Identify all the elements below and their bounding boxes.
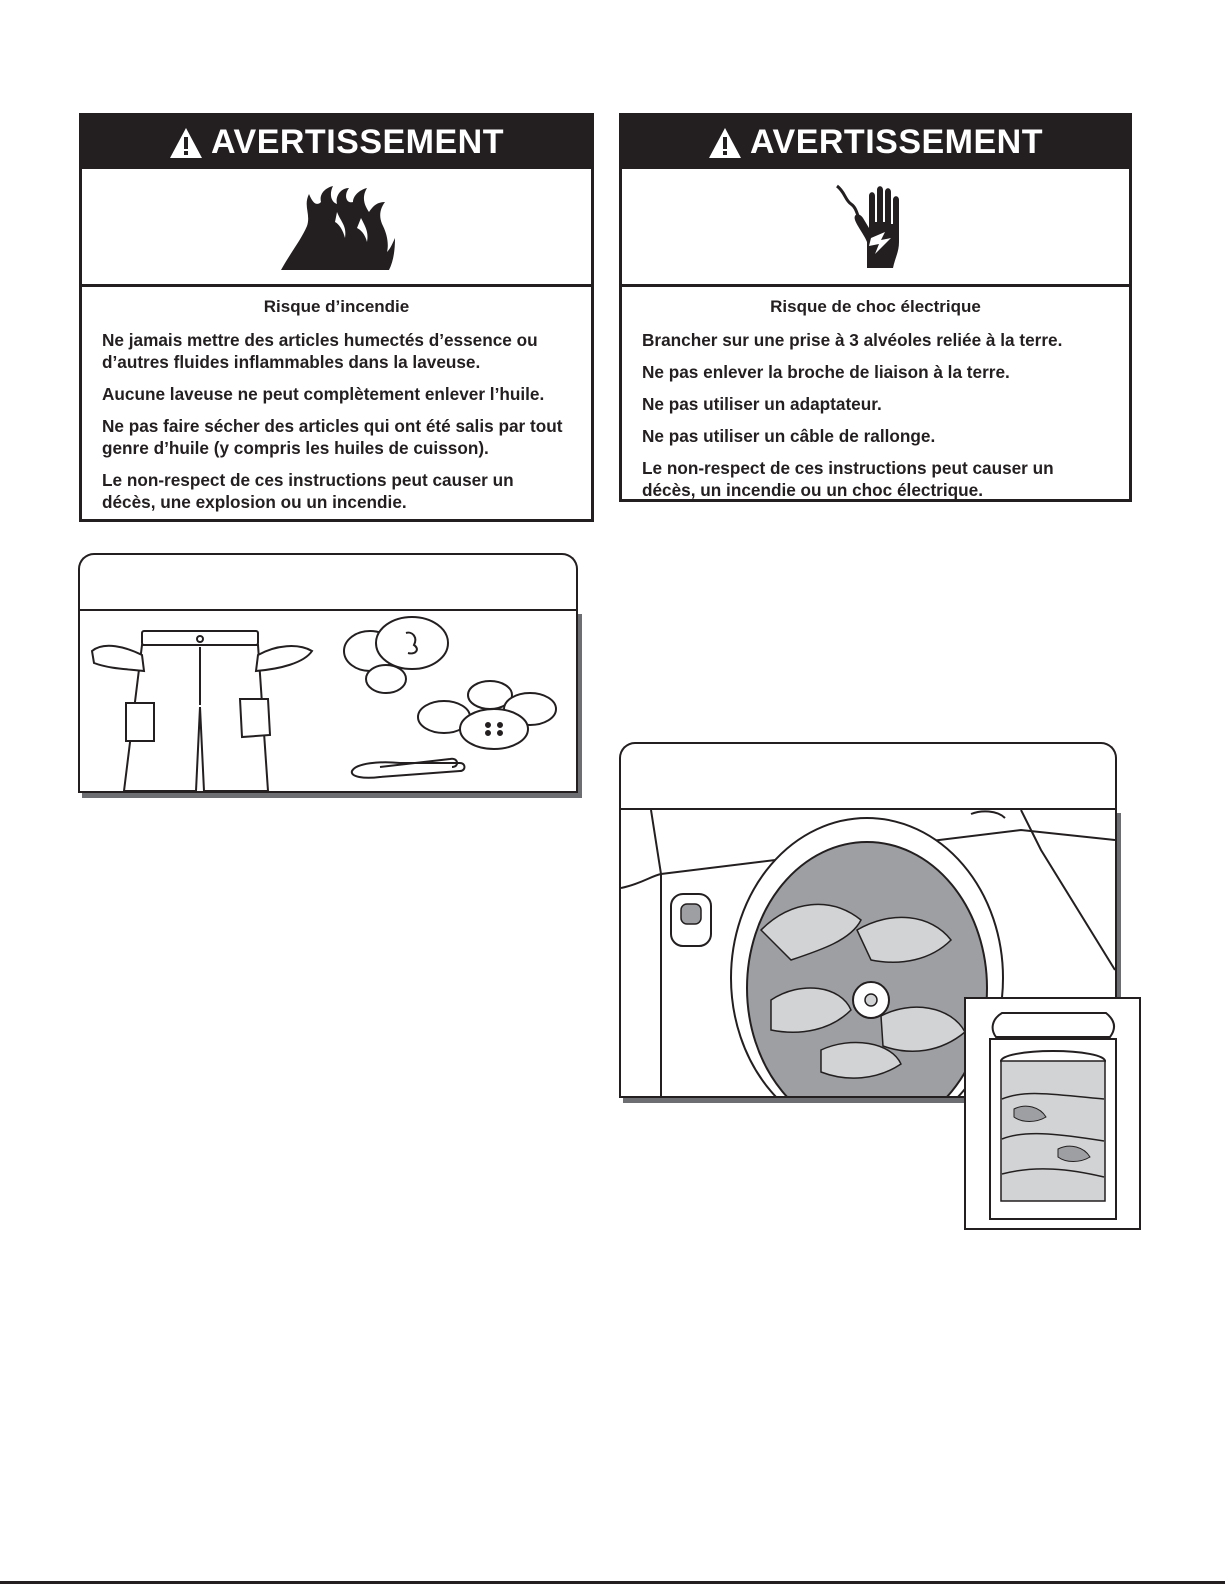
warning-line: Ne pas utiliser un câble de rallonge. [642, 426, 936, 446]
warning-line: Aucune laveuse ne peut complètement enlever l’huile. [102, 384, 545, 404]
page-bottom-rule [0, 1581, 1225, 1584]
warning-line: Ne pas utiliser un adaptateur. [642, 394, 882, 414]
warning-line: Ne jamais mettre des articles humectés d’essence ou d’autres fluides inflammables dans la laveuse. [102, 330, 538, 372]
pockets-illustration [80, 611, 576, 791]
panel-frame [78, 609, 578, 793]
fire-icon [277, 182, 397, 272]
warning-header [82, 116, 591, 169]
warning-line: Ne pas enlever la broche de liaison à la terre. [642, 362, 1010, 382]
panel-tab [619, 742, 1117, 810]
pants-empty-pockets-icon [92, 631, 312, 791]
safety-pins-icon [352, 759, 465, 778]
warning-title: Risque de choc électrique [770, 297, 981, 316]
warning-triangle-icon [169, 126, 203, 160]
empty-pockets-panel [78, 553, 588, 798]
warning-header-text: AVERTISSEMENT [210, 123, 504, 161]
warning-title: Risque d’incendie [263, 297, 410, 316]
buttons-icon [418, 681, 556, 749]
warning-header [622, 116, 1129, 169]
warning-line: Brancher sur une prise à 3 alvéoles reliée à la terre. [642, 330, 1063, 350]
fire-warning-box [79, 113, 594, 522]
coins-icon [344, 617, 448, 693]
electric-icon-area [622, 169, 1129, 287]
warning-triangle-icon [708, 126, 742, 160]
fire-icon-area [82, 169, 591, 287]
warning-header-text: AVERTISSEMENT [749, 123, 1043, 161]
warning-line: Le non-respect de ces instructions peut causer un décès, une explosion ou un incendie. [102, 470, 514, 512]
panel-tab [78, 553, 578, 611]
electric-shock-hand-icon [831, 182, 921, 272]
washer-front-inset [964, 997, 1141, 1230]
warning-line: Le non-respect de ces instructions peut causer un décès, un incendie ou un choc électrique. [642, 458, 1054, 500]
warning-body [622, 287, 1129, 501]
electric-warning-box [619, 113, 1132, 502]
washer-front-inset-icon [966, 999, 1139, 1228]
warning-line: Ne pas faire sécher des articles qui ont été salis par tout genre d’huile (y compris les huiles de cuisson). [102, 416, 563, 458]
warning-body [82, 287, 591, 513]
